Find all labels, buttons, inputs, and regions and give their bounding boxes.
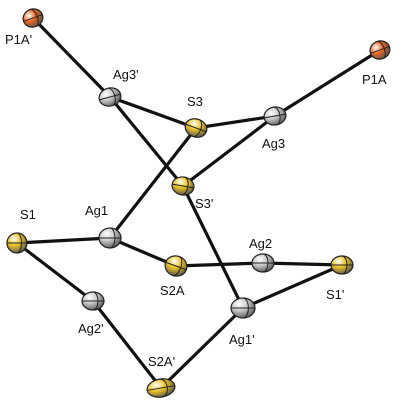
label-s1: S1 xyxy=(20,207,36,222)
label-ag3: Ag3 xyxy=(262,136,286,151)
label-s2a-prime: S2A' xyxy=(148,354,176,369)
label-s2a: S2A xyxy=(160,283,185,298)
label-ag2: Ag2 xyxy=(249,236,273,251)
atom-ag2-prime xyxy=(82,292,104,310)
bond-p1a-prime-ag3-prime xyxy=(33,18,110,97)
bond-s1-ag1 xyxy=(17,238,110,243)
bond-ag2-s1-prime xyxy=(263,263,342,265)
label-ag1-prime: Ag1' xyxy=(229,332,255,347)
bond-ag2-prime-s2a-prime xyxy=(93,301,161,388)
atom-ag1 xyxy=(99,228,121,248)
atom-s2a-prime xyxy=(146,377,177,400)
label-s1-prime: S1' xyxy=(326,287,345,302)
label-ag1: Ag1 xyxy=(85,203,109,218)
bond-s2a-ag2 xyxy=(176,263,263,266)
atom-p1a xyxy=(368,38,393,62)
atom-s1 xyxy=(7,233,27,253)
bond-s1-ag2-prime xyxy=(17,243,93,301)
atom-s3 xyxy=(183,116,210,140)
label-ag3-prime: Ag3' xyxy=(113,67,139,82)
atom-ag2 xyxy=(252,254,274,272)
bond-ag1-prime-s2a-prime xyxy=(161,308,243,388)
label-ag2-prime: Ag2' xyxy=(78,321,104,336)
atom-s1-prime xyxy=(331,256,353,274)
atom-ag1-prime xyxy=(231,298,255,318)
atom-s2a xyxy=(162,253,190,279)
label-s3-prime: S3' xyxy=(195,196,214,211)
label-p1a-prime: P1A' xyxy=(5,32,33,47)
label-s3: S3 xyxy=(187,94,203,109)
label-p1a: P1A xyxy=(362,72,387,87)
